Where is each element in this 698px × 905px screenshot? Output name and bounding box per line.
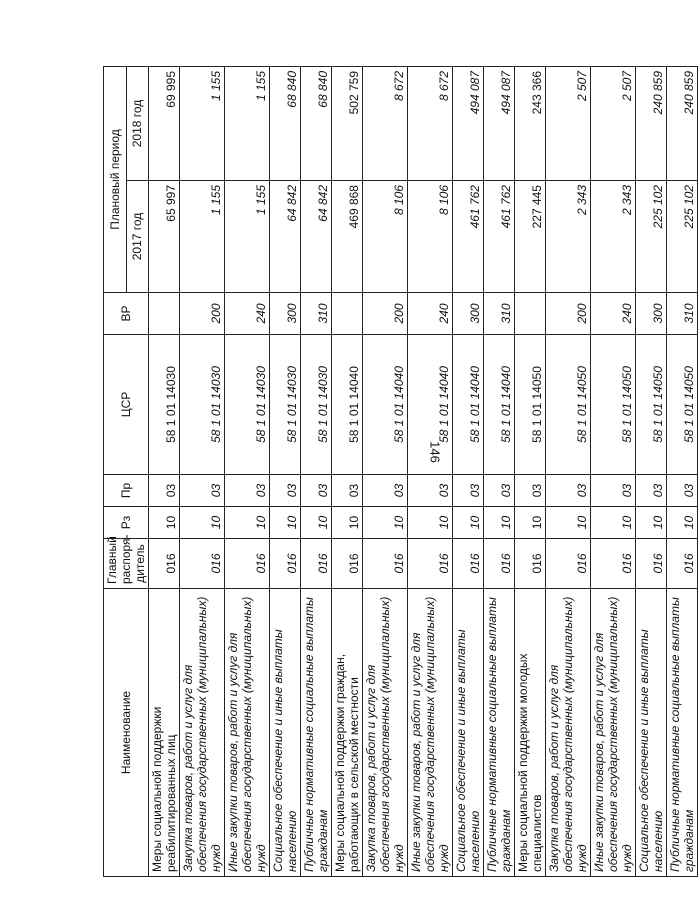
table-row: [667, 66, 698, 876]
row-2017: 2 343: [546, 181, 591, 293]
row-2018: 69 995: [149, 66, 180, 180]
row-rz: 10: [225, 507, 270, 539]
row-rz: 10: [180, 507, 225, 539]
row-vr: 310: [301, 293, 332, 335]
row-grbs: 016: [591, 539, 636, 589]
row-vr: 240: [408, 293, 453, 335]
row-2018: 243 366: [515, 66, 546, 180]
row-grbs: 016: [546, 539, 591, 589]
row-grbs: 016: [515, 539, 546, 589]
header-rz: Рз: [104, 507, 149, 539]
row-csr: 58 1 01 14040: [453, 335, 484, 475]
row-csr: 58 1 01 14030: [301, 335, 332, 475]
table-row: [484, 66, 515, 876]
row-name: Социальное обеспечение и иные выплаты населению: [270, 589, 301, 877]
row-grbs: 016: [453, 539, 484, 589]
row-csr: 58 1 01 14040: [484, 335, 515, 475]
row-pr: 03: [408, 475, 453, 507]
row-pr: 03: [149, 475, 180, 507]
row-2017: 461 762: [453, 181, 484, 293]
budget-table: [103, 66, 698, 877]
row-name: Меры социальной поддержки реабилитированных лиц: [149, 589, 180, 877]
row-csr: 58 1 01 14040: [363, 335, 408, 475]
header-plan-period: Плановый период: [104, 66, 127, 292]
table-row: [546, 66, 591, 876]
row-pr: 03: [453, 475, 484, 507]
row-vr: 300: [453, 293, 484, 335]
row-rz: 10: [453, 507, 484, 539]
row-csr: 58 1 01 14050: [591, 335, 636, 475]
row-2018: 2 507: [546, 66, 591, 180]
table-row: [515, 66, 546, 876]
row-2017: 64 842: [270, 181, 301, 293]
row-name: Закупка товаров, работ и услуг для обеспечения государственных (муниципальных) нужд: [363, 589, 408, 877]
row-2018: 68 840: [270, 66, 301, 180]
row-2018: 68 840: [301, 66, 332, 180]
row-name: Иные закупки товаров, работ и услуг для обеспечения государственных (муниципальных) нужд: [225, 589, 270, 877]
row-csr: 58 1 01 14040: [408, 335, 453, 475]
table-row: [636, 66, 667, 876]
row-csr: 58 1 01 14050: [515, 335, 546, 475]
row-rz: 10: [546, 507, 591, 539]
table-row: [149, 66, 180, 876]
row-rz: 10: [363, 507, 408, 539]
row-pr: 03: [515, 475, 546, 507]
row-name: Меры социальной поддержки граждан, работающих в сельской местности: [332, 589, 363, 877]
row-vr: 200: [546, 293, 591, 335]
row-2018: 494 087: [484, 66, 515, 180]
row-2017: 8 106: [363, 181, 408, 293]
row-2017: 8 106: [408, 181, 453, 293]
table-row: [225, 66, 270, 876]
row-vr: 200: [363, 293, 408, 335]
row-csr: 58 1 01 14030: [180, 335, 225, 475]
header-vr: ВР: [104, 293, 149, 335]
header-2018: 2018 год: [126, 66, 149, 180]
row-rz: 10: [515, 507, 546, 539]
row-vr: [149, 293, 180, 335]
row-grbs: 016: [636, 539, 667, 589]
row-name: Закупка товаров, работ и услуг для обеспечения государственных (муниципальных) нужд: [180, 589, 225, 877]
row-vr: 310: [667, 293, 698, 335]
row-pr: 03: [270, 475, 301, 507]
row-2018: 502 759: [332, 66, 363, 180]
row-vr: 300: [270, 293, 301, 335]
row-grbs: 016: [149, 539, 180, 589]
header-row: [104, 66, 127, 876]
row-vr: [515, 293, 546, 335]
row-grbs: 016: [363, 539, 408, 589]
header-pr: Пр: [104, 475, 149, 507]
row-name: Социальное обеспечение и иные выплаты населению: [453, 589, 484, 877]
row-grbs: 016: [301, 539, 332, 589]
row-2018: 8 672: [408, 66, 453, 180]
row-vr: 240: [591, 293, 636, 335]
row-name: Иные закупки товаров, работ и услуг для обеспечения государственных (муниципальных) нужд: [408, 589, 453, 877]
table-row: [332, 66, 363, 876]
table-row: [408, 66, 453, 876]
row-2017: 1 155: [225, 181, 270, 293]
row-2017: 225 102: [636, 181, 667, 293]
row-2018: 240 859: [667, 66, 698, 180]
row-2018: 494 087: [453, 66, 484, 180]
row-vr: [332, 293, 363, 335]
row-2018: 1 155: [180, 66, 225, 180]
row-csr: 58 1 01 14040: [332, 335, 363, 475]
row-2018: 2 507: [591, 66, 636, 180]
row-2017: 65 997: [149, 181, 180, 293]
row-rz: 10: [332, 507, 363, 539]
row-pr: 03: [546, 475, 591, 507]
row-csr: 58 1 01 14050: [546, 335, 591, 475]
row-2017: 64 842: [301, 181, 332, 293]
row-rz: 10: [484, 507, 515, 539]
row-2017: 1 155: [180, 181, 225, 293]
row-2018: 8 672: [363, 66, 408, 180]
row-rz: 10: [408, 507, 453, 539]
row-2017: 2 343: [591, 181, 636, 293]
row-csr: 58 1 01 14030: [225, 335, 270, 475]
header-name: Наименование: [104, 589, 149, 877]
row-pr: 03: [363, 475, 408, 507]
row-grbs: 016: [667, 539, 698, 589]
header-csr: ЦСР: [104, 335, 149, 475]
row-grbs: 016: [225, 539, 270, 589]
row-grbs: 016: [332, 539, 363, 589]
row-rz: 10: [636, 507, 667, 539]
row-2017: 461 762: [484, 181, 515, 293]
row-rz: 10: [591, 507, 636, 539]
row-pr: 03: [301, 475, 332, 507]
row-csr: 58 1 01 14030: [270, 335, 301, 475]
page-number: 146: [427, 441, 443, 463]
row-rz: 10: [149, 507, 180, 539]
table-row: [301, 66, 332, 876]
row-name: Закупка товаров, работ и услуг для обеспечения государственных (муниципальных) нужд: [546, 589, 591, 877]
table-row: [453, 66, 484, 876]
row-2018: 1 155: [225, 66, 270, 180]
row-name: Меры социальной поддержки молодых специалистов: [515, 589, 546, 877]
row-pr: 03: [332, 475, 363, 507]
row-pr: 03: [225, 475, 270, 507]
row-grbs: 016: [408, 539, 453, 589]
row-name: Публичные нормативные социальные выплаты гражданам: [667, 589, 698, 877]
row-rz: 10: [270, 507, 301, 539]
row-pr: 03: [591, 475, 636, 507]
row-2017: 227 445: [515, 181, 546, 293]
row-grbs: 016: [484, 539, 515, 589]
row-name: Социальное обеспечение и иные выплаты населению: [636, 589, 667, 877]
row-csr: 58 1 01 14050: [636, 335, 667, 475]
table-row: [180, 66, 225, 876]
row-name: Иные закупки товаров, работ и услуг для обеспечения государственных (муниципальных) нужд: [591, 589, 636, 877]
row-vr: 300: [636, 293, 667, 335]
row-pr: 03: [636, 475, 667, 507]
row-pr: 03: [484, 475, 515, 507]
table-row: [591, 66, 636, 876]
row-csr: 58 1 01 14030: [149, 335, 180, 475]
row-pr: 03: [180, 475, 225, 507]
header-grbs: Главный распоря-дитель: [104, 539, 149, 589]
row-csr: 58 1 01 14050: [667, 335, 698, 475]
row-vr: 310: [484, 293, 515, 335]
row-vr: 200: [180, 293, 225, 335]
row-name: Публичные нормативные социальные выплаты гражданам: [301, 589, 332, 877]
table-row: [363, 66, 408, 876]
row-2017: 225 102: [667, 181, 698, 293]
row-rz: 10: [667, 507, 698, 539]
row-name: Публичные нормативные социальные выплаты гражданам: [484, 589, 515, 877]
row-2017: 469 868: [332, 181, 363, 293]
row-grbs: 016: [180, 539, 225, 589]
table-row: [270, 66, 301, 876]
row-grbs: 016: [270, 539, 301, 589]
header-2017: 2017 год: [126, 181, 149, 293]
row-rz: 10: [301, 507, 332, 539]
row-pr: 03: [667, 475, 698, 507]
row-2018: 240 859: [636, 66, 667, 180]
row-vr: 240: [225, 293, 270, 335]
rotated-table-container: [103, 67, 696, 877]
